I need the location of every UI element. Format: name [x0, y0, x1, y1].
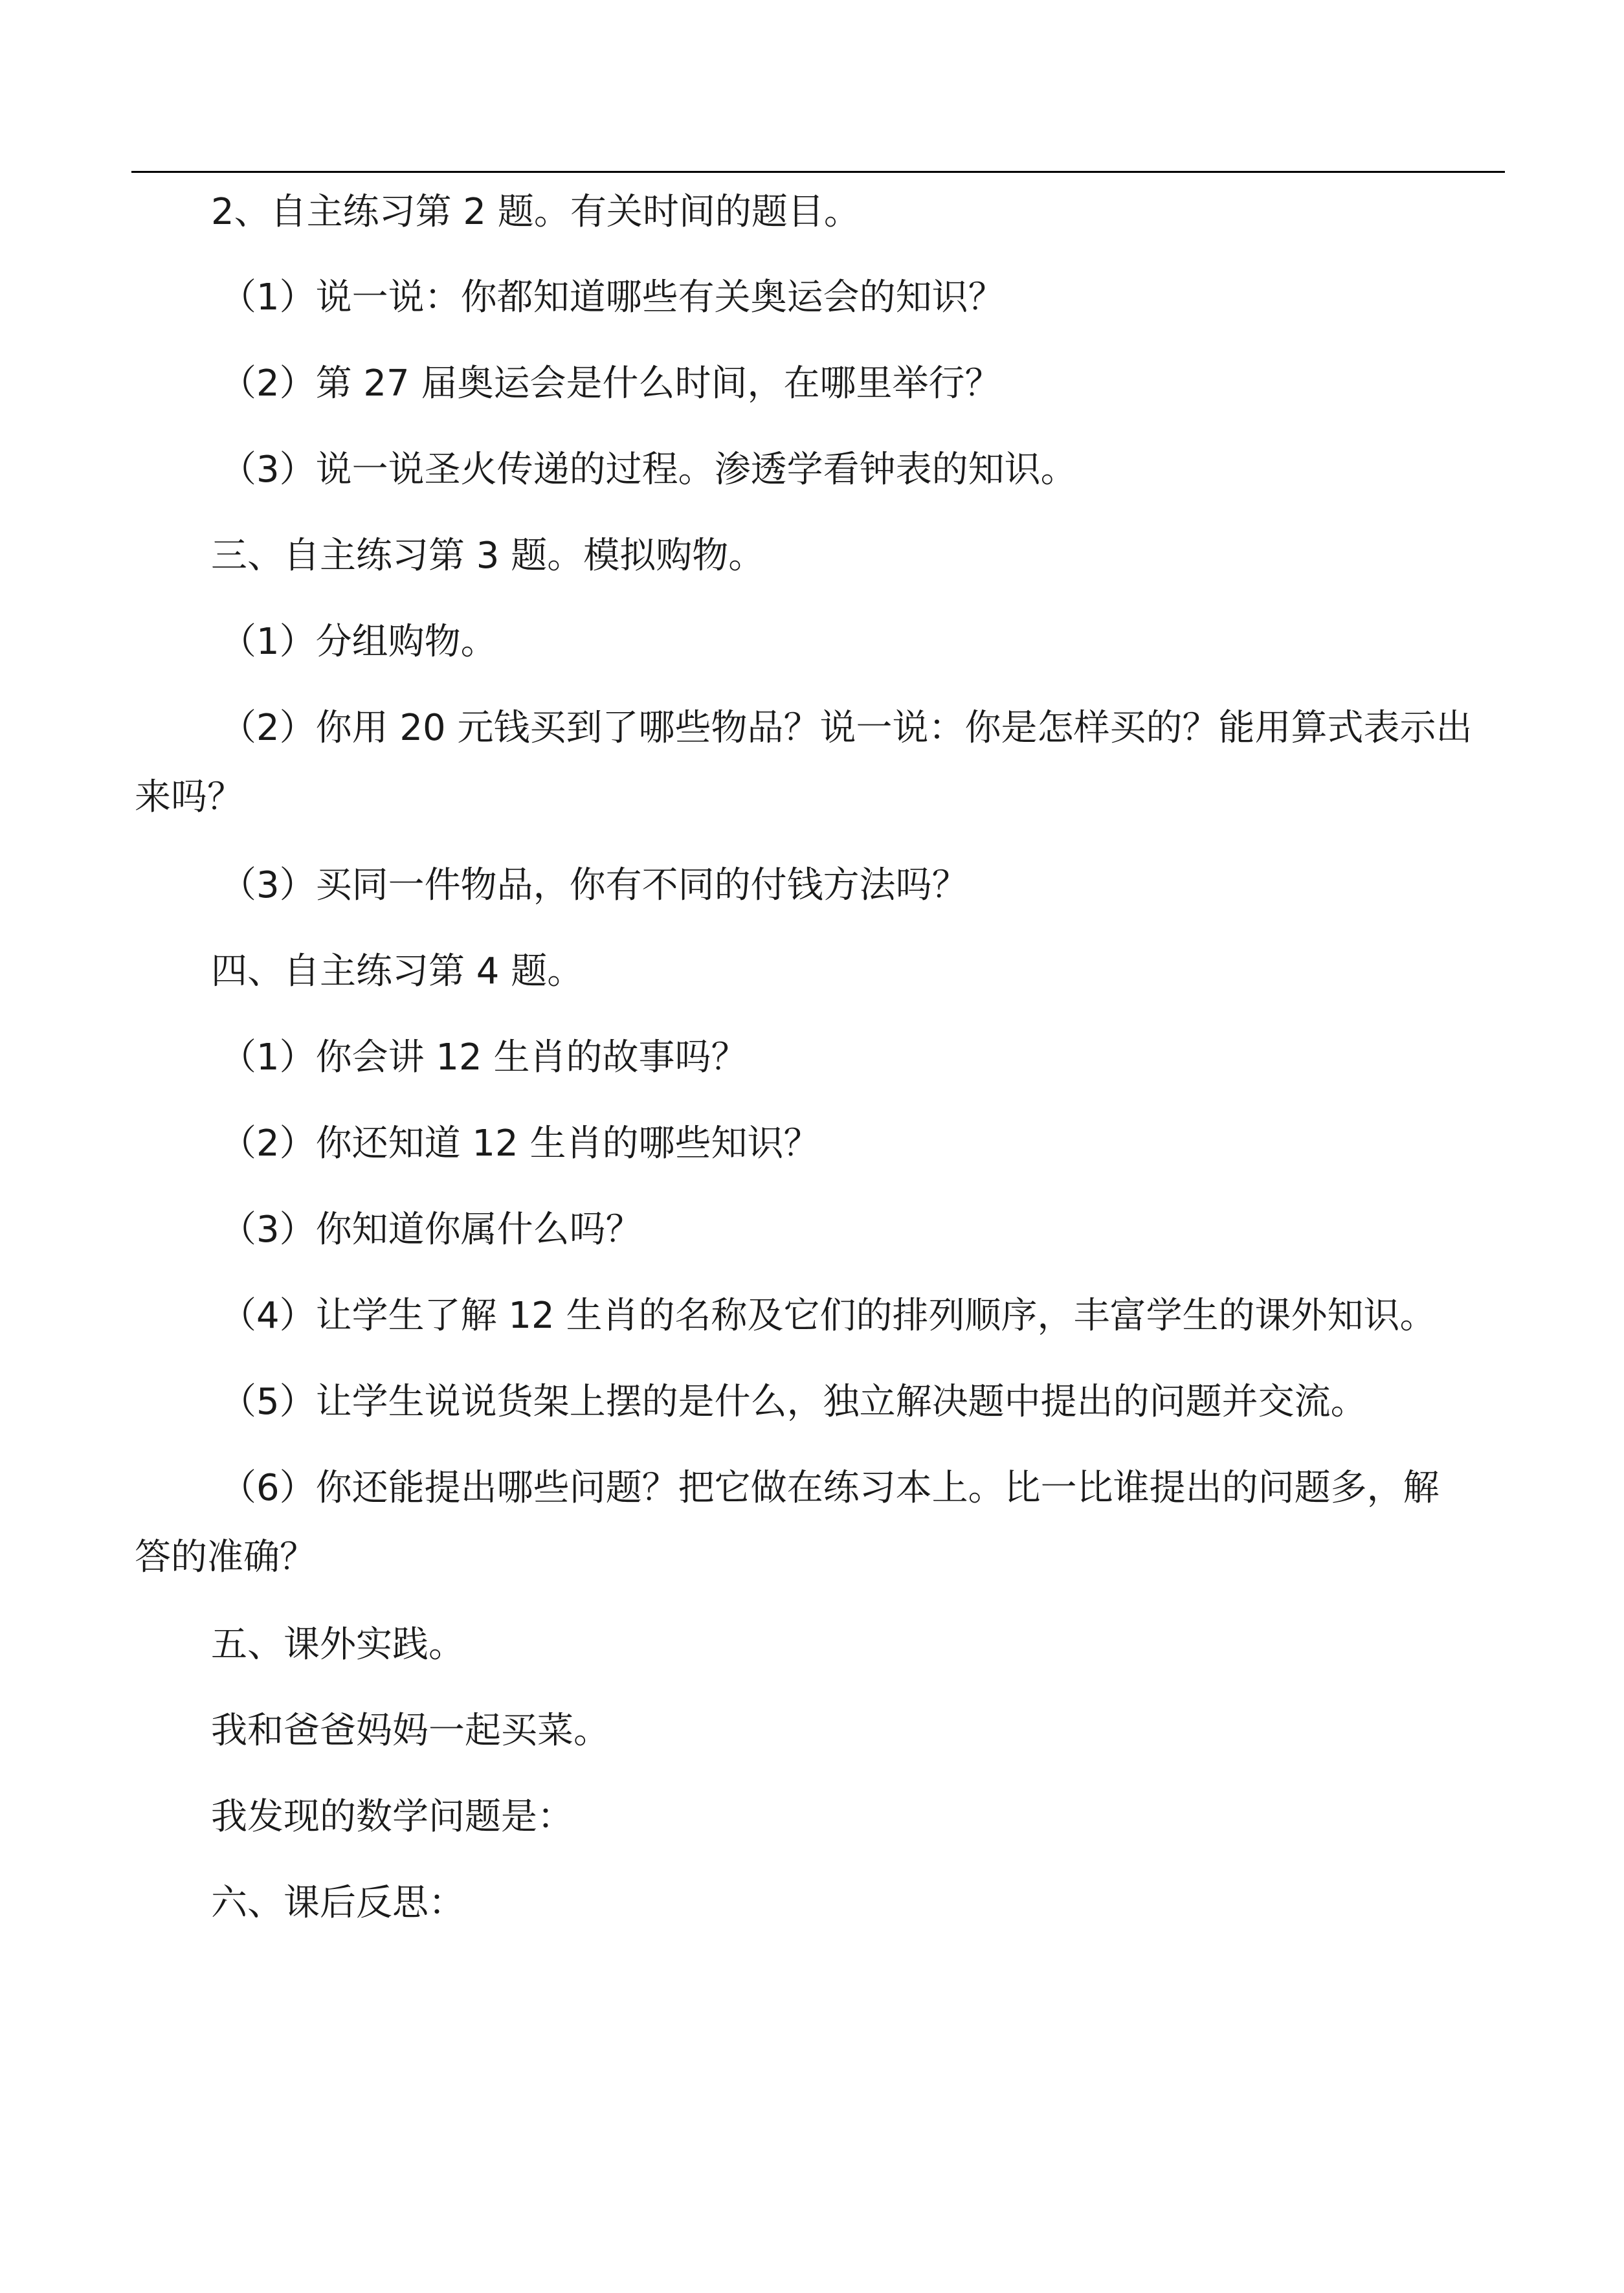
text-line: （2）你还知道 12 生肖的哪些知识？ [220, 1123, 820, 1165]
text-line: 三、自主练习第 3 题。模拟购物。 [211, 535, 765, 577]
text-line: 我发现的数学问题是： [211, 1796, 573, 1838]
text-line: （3）说一说圣火传递的过程。渗透学看钟表的知识。 [220, 449, 1077, 491]
text-line: （5）让学生说说货架上摆的是什么，独立解决题中提出的问题并交流。 [220, 1381, 1367, 1423]
text-line: 六、课后反思： [211, 1882, 465, 1924]
text-line: 来吗？ [135, 776, 243, 818]
header-rule [131, 171, 1505, 173]
text-line: （2）第 27 届奥运会是什么时间，在哪里举行？ [220, 363, 1001, 405]
text-line: （4）让学生了解 12 生肖的名称及它们的排列顺序，丰富学生的课外知识。 [220, 1295, 1436, 1337]
text-line: 四、自主练习第 4 题。 [211, 950, 584, 992]
text-line: 五、课外实践。 [211, 1624, 465, 1666]
text-line: （2）你用 20 元钱买到了哪些物品？说一说：你是怎样买的？能用算式表示出 [220, 707, 1473, 749]
text-line: （6）你还能提出哪些问题？把它做在练习本上。比一比谁提出的问题多，解 [220, 1467, 1440, 1509]
text-line: （1）分组购物。 [220, 621, 497, 663]
text-line: （3）你知道你属什么吗？ [220, 1209, 642, 1251]
text-line: 答的准确？ [135, 1536, 316, 1578]
text-line: （1）你会讲 12 生肖的故事吗？ [220, 1036, 748, 1079]
text-line: （1）说一说：你都知道哪些有关奥运会的知识？ [220, 276, 1005, 319]
text-line: （3）买同一件物品，你有不同的付钱方法吗？ [220, 864, 968, 906]
text-line: 我和爸爸妈妈一起买菜。 [211, 1710, 610, 1752]
text-line: 2、自主练习第 2 题。有关时间的题目。 [211, 191, 860, 233]
